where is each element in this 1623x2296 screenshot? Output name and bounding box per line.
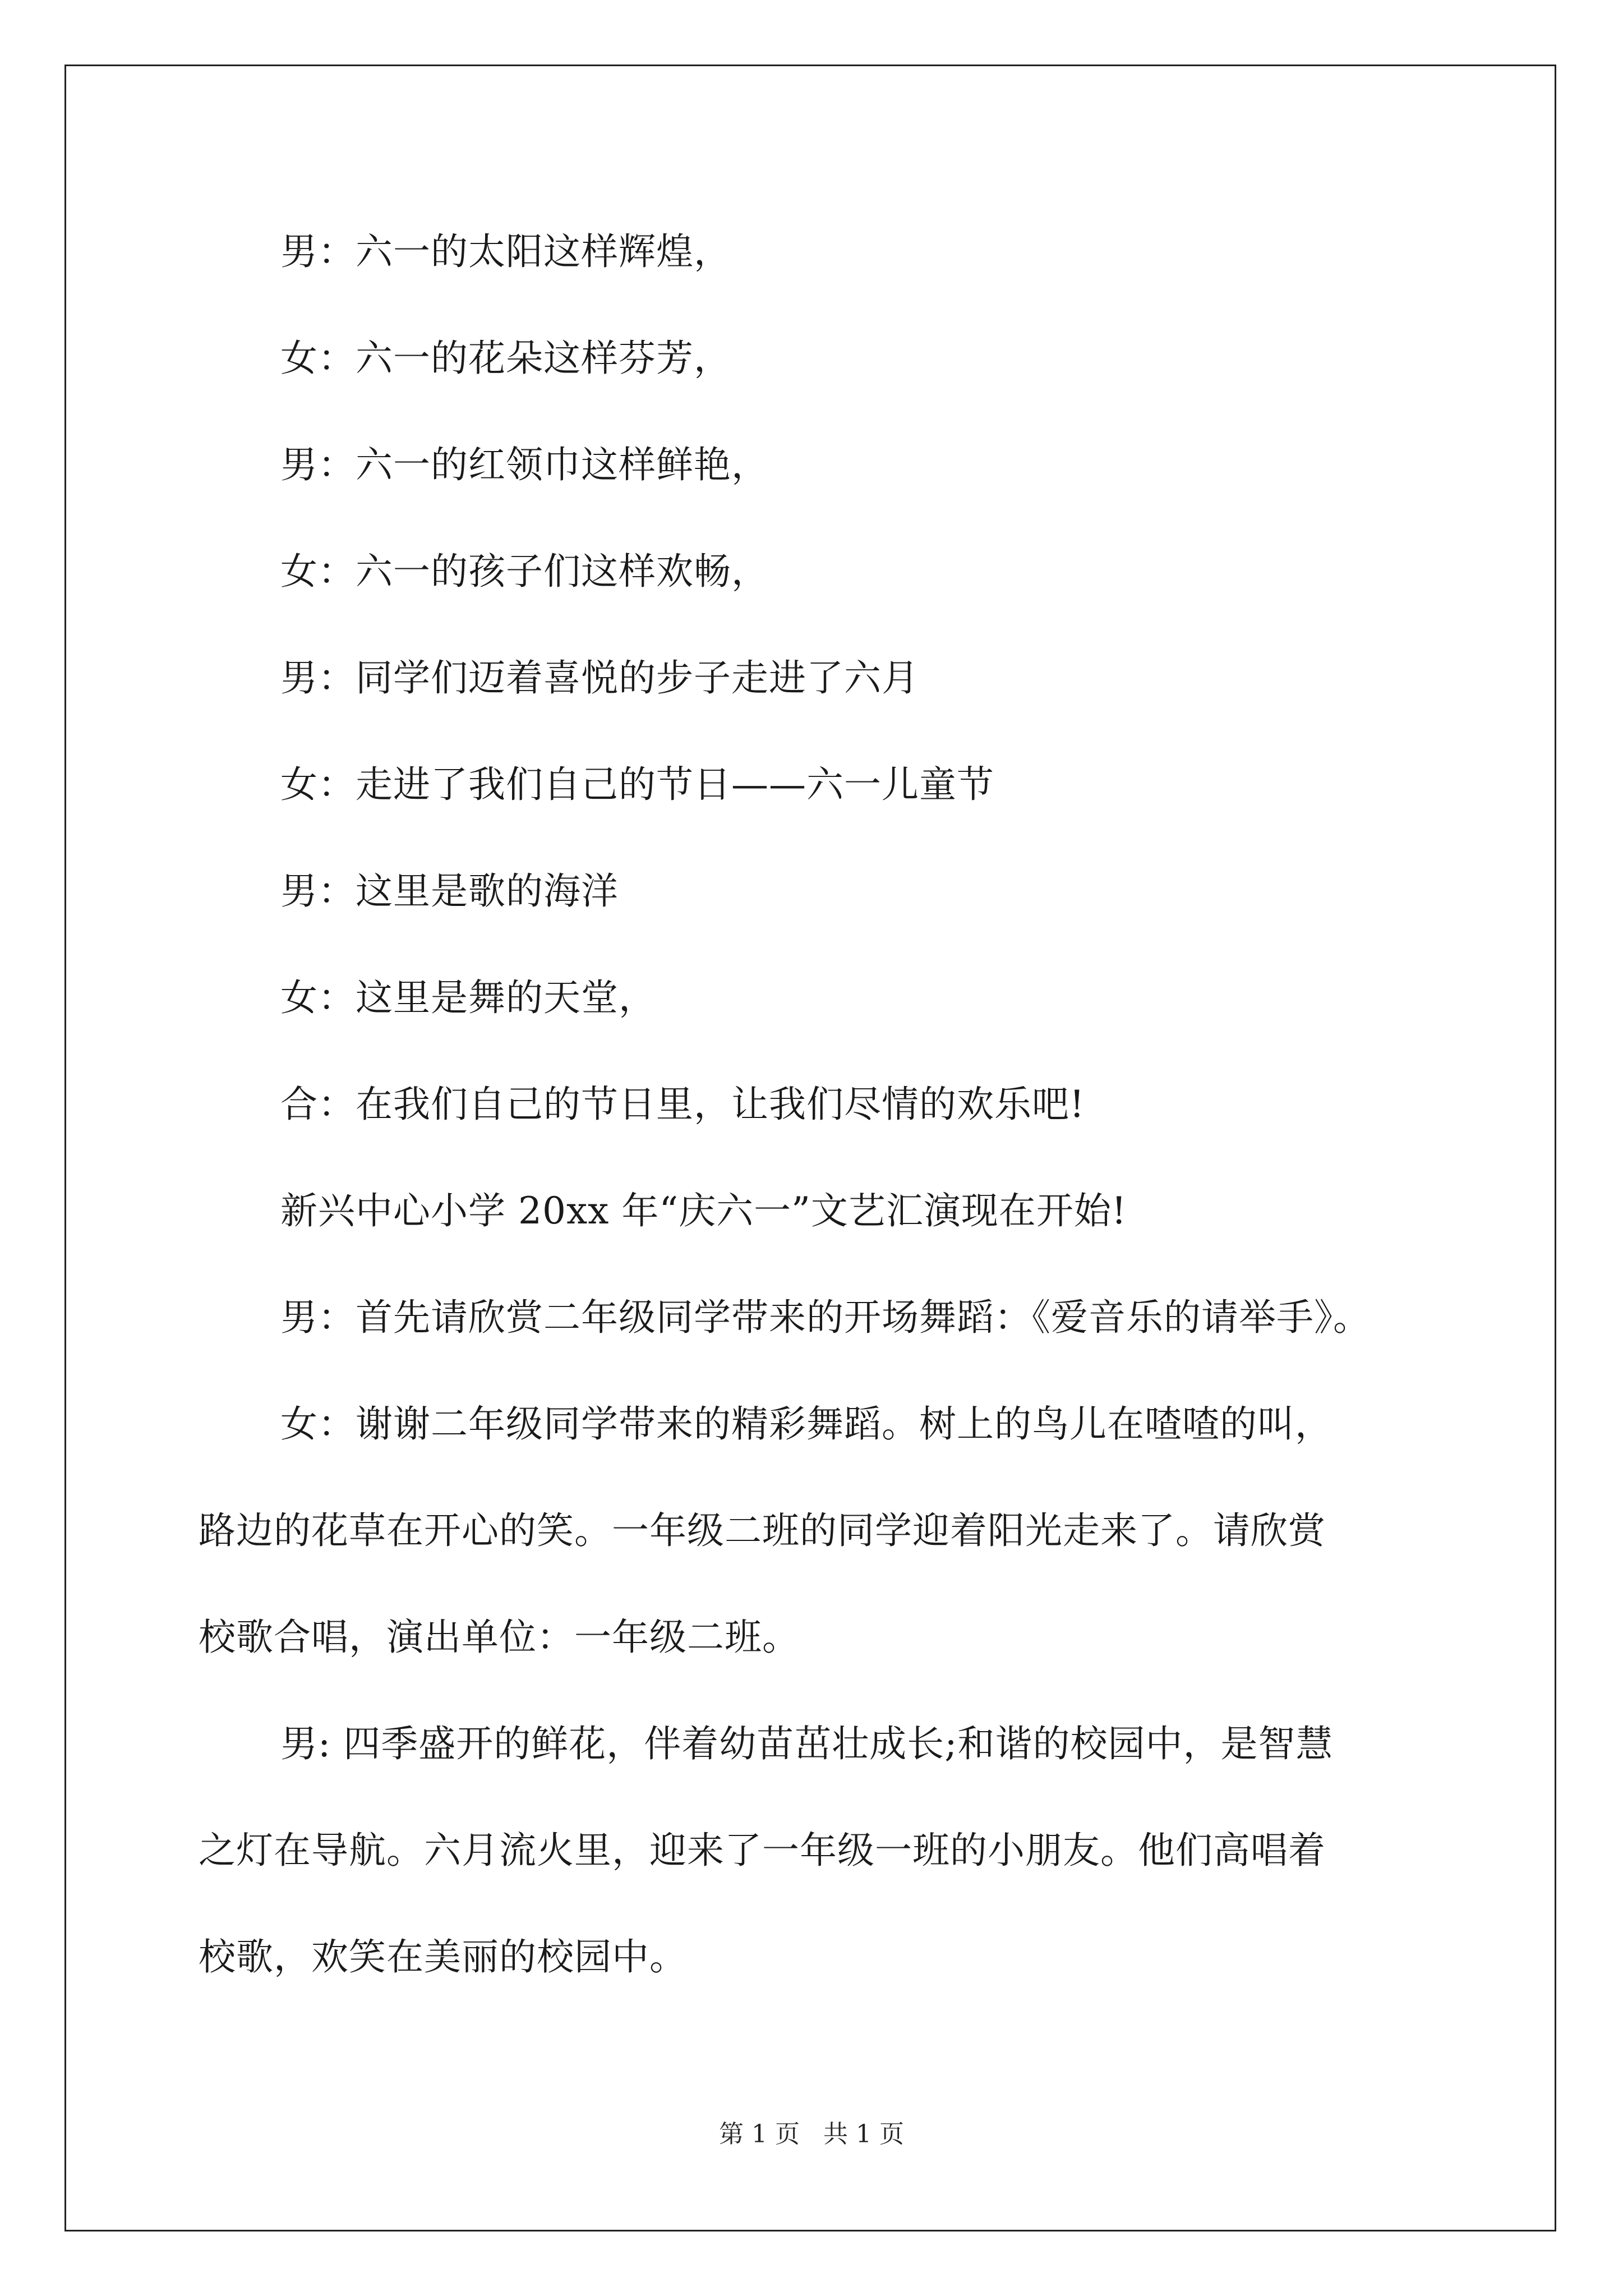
- dialogue-line-continued: 校歌合唱，演出单位：一年级二班。: [199, 1616, 800, 1659]
- dialogue-line: 女：谢谢二年级同学带来的精彩舞蹈。树上的鸟儿在喳喳的叫，: [280, 1402, 1332, 1446]
- dialogue-line: 女：六一的孩子们这样欢畅，: [280, 550, 769, 593]
- dialogue-line: 男：六一的红领巾这样鲜艳，: [280, 443, 769, 486]
- dialogue-line: 男：首先请欣赏二年级同学带来的开场舞蹈：《爱音乐的请举手》。: [280, 1296, 1371, 1339]
- page-number: 第 1 页: [719, 2120, 800, 2148]
- dialogue-line: 男: 四季盛开的鲜花，伴着幼苗茁壮成长;和谐的校园中，是智慧: [280, 1722, 1334, 1765]
- dialogue-line: 合：在我们自己的节日里，让我们尽情的欢乐吧!: [280, 1083, 1085, 1126]
- dialogue-line: 女：六一的花朵这样芬芳，: [280, 337, 731, 380]
- dialogue-line-continued: 校歌，欢笑在美丽的校园中。: [199, 1935, 687, 1978]
- page-border: [64, 65, 1556, 2231]
- page-total: 共 1 页: [823, 2120, 904, 2148]
- dialogue-line: 男：同学们迈着喜悦的步子走进了六月: [280, 656, 919, 700]
- announcement-line: 新兴中心小学 20xx 年“庆六一”文艺汇演现在开始!: [280, 1189, 1127, 1232]
- dialogue-line-continued: 之灯在导航。六月流火里，迎来了一年级一班的小朋友。他们高唱着: [199, 1829, 1326, 1872]
- dialogue-line: 女：这里是舞的天堂，: [280, 976, 656, 1019]
- dialogue-line-continued: 路边的花草在开心的笑。一年级二班的同学迎着阳光走来了。请欣赏: [199, 1509, 1326, 1552]
- dialogue-line: 男：六一的太阳这样辉煌，: [280, 230, 731, 273]
- page-footer: [0, 2118, 1623, 2151]
- dialogue-line: 男：这里是歌的海洋: [280, 869, 619, 913]
- dialogue-line: 女：走进了我们自己的节日——六一儿童节: [280, 763, 994, 806]
